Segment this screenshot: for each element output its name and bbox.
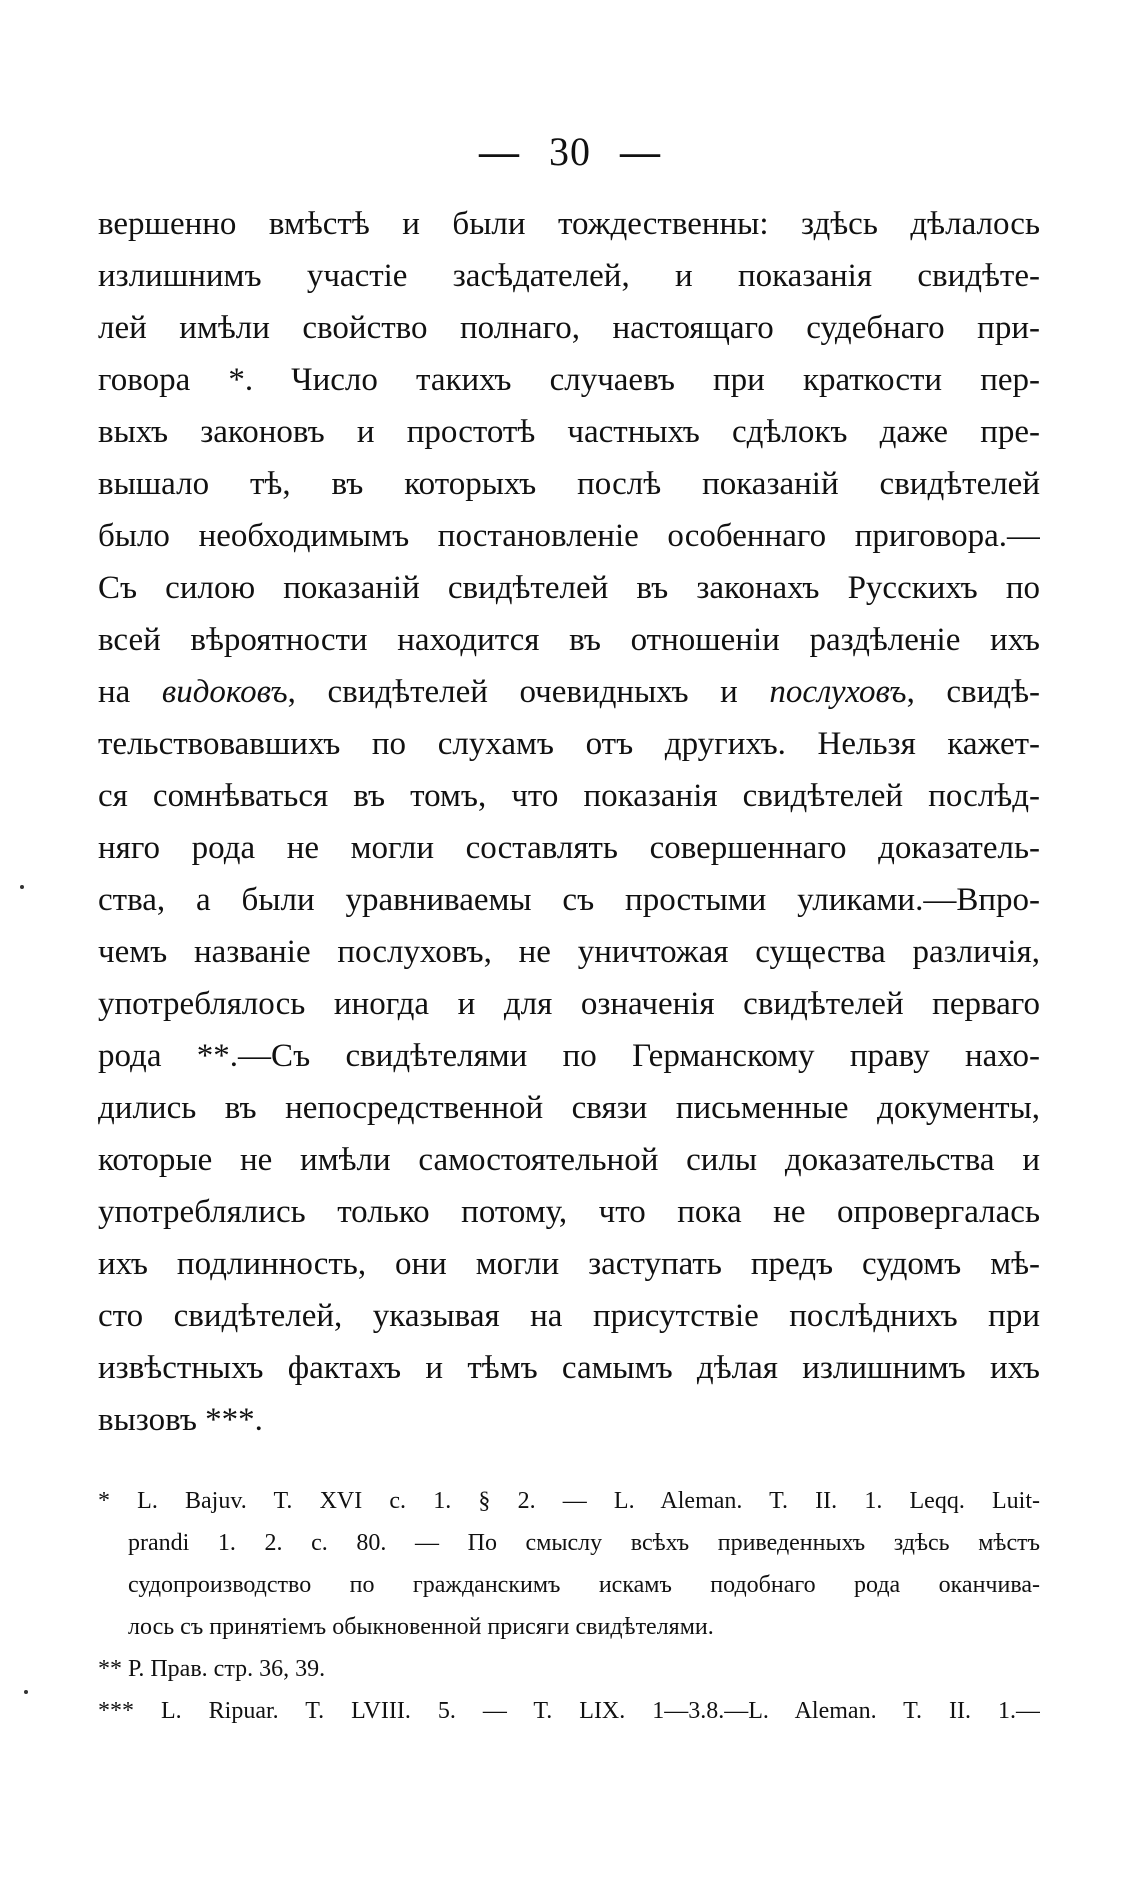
text-line [98, 1134, 1040, 1186]
text-line [98, 822, 1040, 874]
text-run: лей имѣли свойство полнаго, настоящаго судебнаго при- [98, 310, 1040, 346]
main-text-block [98, 198, 1040, 1446]
text-line [98, 1030, 1040, 1082]
text-line [98, 1082, 1040, 1134]
text-line [98, 458, 1040, 510]
text-line [98, 978, 1040, 1030]
header-dash-right: — [620, 129, 661, 174]
text-run: Съ силою показаній свидѣтелей въ законахъ Русскихъ по [98, 570, 1040, 606]
text-run: извѣстныхъ фактахъ и тѣмъ самымъ дѣлая излишнимъ ихъ [98, 1350, 1040, 1386]
footnote-line: prandi 1. 2. c. 80. — По смыслу всѣхъ приведенныхъ здѣсь мѣстъ [128, 1530, 1040, 1556]
text-line [98, 1342, 1040, 1394]
text-run: ихъ подлинность, они могли заступать предъ судомъ мѣ- [98, 1246, 1040, 1282]
text-run: чемъ названіе послуховъ, не уничтожая существа различія, [98, 934, 1040, 970]
text-line [98, 406, 1040, 458]
text-run: тельствовавшихъ по слухамъ отъ другихъ. Нельзя кажет- [98, 726, 1040, 762]
text-run: вершенно вмѣстѣ и были тождественны: здѣсь дѣлалось [98, 206, 1040, 242]
text-line [98, 1186, 1040, 1238]
footnotes-block [98, 1480, 1040, 1732]
text-run: ся сомнѣваться въ томъ, что показанія свидѣтелей послѣд- [98, 778, 1040, 814]
text-run: сто свидѣтелей, указывая на присутствіе послѣднихъ при [98, 1298, 1040, 1334]
text-line [98, 1394, 1040, 1446]
text-run: , свидѣ- [906, 674, 1040, 710]
page-number: 30 [549, 129, 591, 174]
text-run: вызовъ ***. [98, 1402, 263, 1438]
text-run: на [98, 674, 162, 710]
text-run: рода **.—Съ свидѣтелями по Германскому праву нахо- [98, 1038, 1040, 1074]
text-line [98, 614, 1040, 666]
text-line [98, 1290, 1040, 1342]
text-line [98, 562, 1040, 614]
text-run: вышало тѣ, въ которыхъ послѣ показаній свидѣтелей [98, 466, 1040, 502]
footnote-line: * L. Bajuv. T. XVI c. 1. § 2. — L. Aleman. T. II. 1. Leqq. Luit- [98, 1488, 1040, 1514]
text-run: , свидѣтелей очевидныхъ и [287, 674, 770, 710]
text-run: говора *. Число такихъ случаевъ при краткости пер- [98, 362, 1040, 398]
print-speck [24, 1690, 28, 1694]
text-line [98, 510, 1040, 562]
text-run: употреблялось иногда и для означенія свидѣтелей перваго [98, 986, 1040, 1022]
text-line [98, 770, 1040, 822]
footnote-line: *** L. Ripuar. T. LVIII. 5. — T. LIX. 1—3.8.—L. Aleman. T. II. 1.— [98, 1698, 1040, 1724]
text-run: няго рода не могли составлять совершеннаго доказатель- [98, 830, 1040, 866]
text-run: излишнимъ участіе засѣдателей, и показанія свидѣте- [98, 258, 1040, 294]
text-run: всей вѣроятности находится въ отношеніи раздѣленіе ихъ [98, 622, 1040, 658]
text-run: выхъ законовъ и простотѣ частныхъ сдѣлокъ даже пре- [98, 414, 1040, 450]
text-line [98, 666, 1040, 718]
italic-term: послуховъ [769, 674, 907, 710]
footnote-line: ** Р. Прав. стр. 36, 39. [98, 1656, 326, 1682]
text-run: ства, а были уравниваемы съ простыми уликами.—Впро- [98, 882, 1040, 918]
print-speck [20, 885, 24, 889]
text-run: было необходимымъ постановленіе особеннаго приговора.— [98, 518, 1040, 554]
text-line [98, 354, 1040, 406]
header-dash-left: — [479, 129, 520, 174]
footnote-line: лось съ принятіемъ обыкновенной присяги свидѣтелями. [128, 1614, 714, 1640]
text-line [98, 302, 1040, 354]
text-line [98, 250, 1040, 302]
text-line [98, 718, 1040, 770]
italic-term: видоковъ [161, 674, 288, 710]
text-run: дились въ непосредственной связи письменные документы, [98, 1090, 1040, 1126]
text-line [98, 198, 1040, 250]
text-line [98, 1238, 1040, 1290]
text-line [98, 926, 1040, 978]
text-line [98, 874, 1040, 926]
footnote-line: судопроизводство по гражданскимъ искамъ подобнаго рода оканчива- [128, 1572, 1040, 1598]
text-run: которые не имѣли самостоятельной силы доказательства и [98, 1142, 1040, 1178]
page-number-header [0, 128, 1140, 175]
text-run: употреблялись только потому, что пока не опровергалась [98, 1194, 1040, 1230]
